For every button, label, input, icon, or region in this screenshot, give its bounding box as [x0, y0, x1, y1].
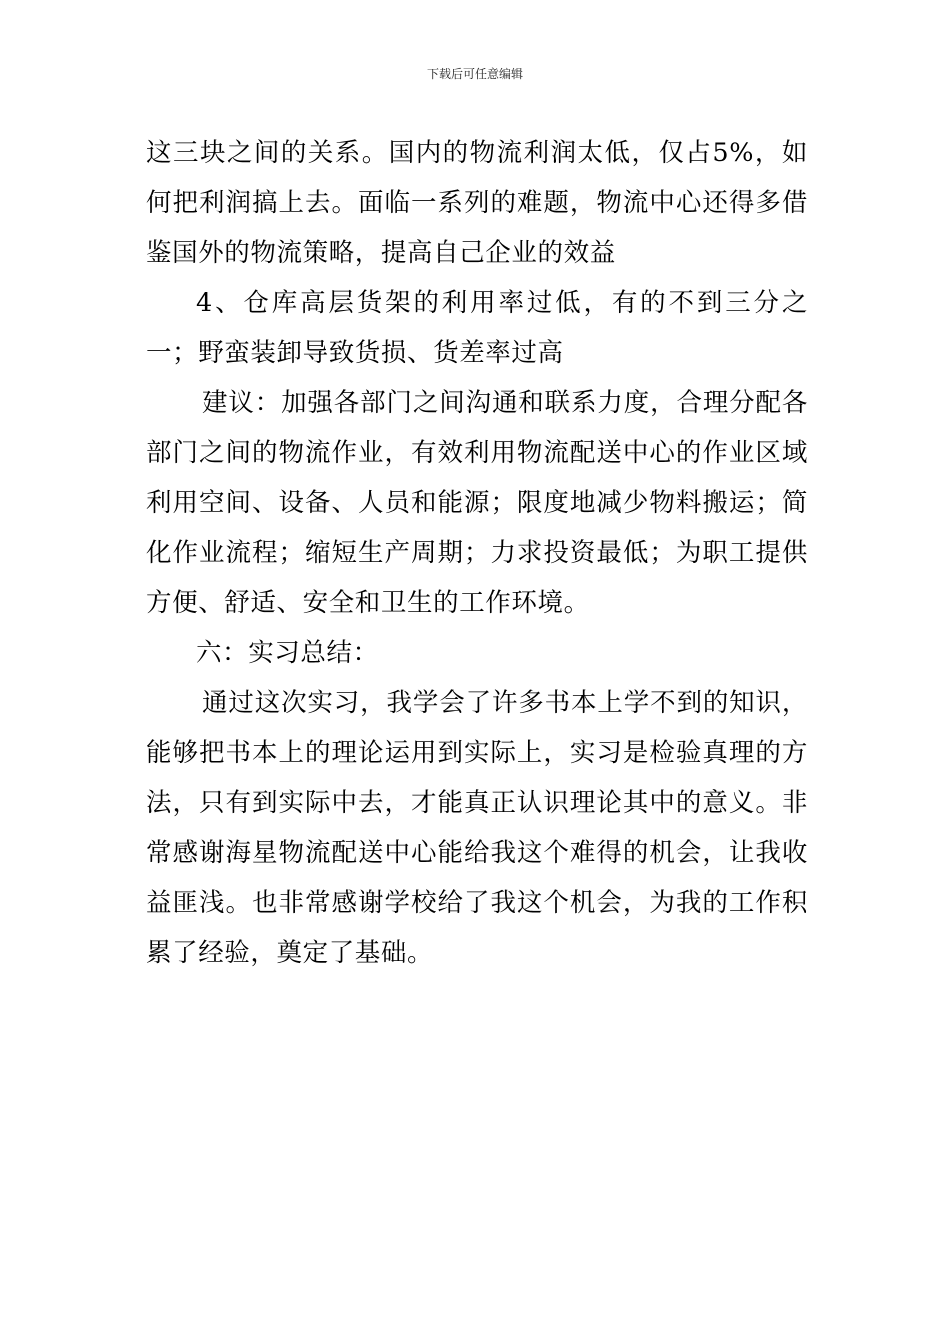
section-heading-summary: 六：实习总结：: [196, 638, 379, 668]
document-body: [146, 128, 808, 978]
paragraph-suggestion: 建议：加强各部门之间沟通和联系力度，合理分配各部门之间的物流作业，有效利用物流配送中心的作业区域利用空间、设备、人员和能源；限度地减少物料搬运；简化作业流程；缩短生产周期；力求投资最低；为职工提供方便、舒适、安全和卫生的工作环境。: [146, 388, 808, 618]
paragraph-summary: 通过这次实习，我学会了许多书本上学不到的知识，能够把书本上的理论运用到实际上，实习是检验真理的方法，只有到实际中去，才能真正认识理论其中的意义。非常感谢海星物流配送中心能给我这个难得的机会，让我收益匪浅。也非常感谢学校给了我这个机会，为我的工作积累了经验，奠定了基础。: [146, 688, 808, 968]
page-header-note: 下载后可任意编辑: [426, 67, 523, 81]
paragraph-item-4: 4、仓库高层货架的利用率过低，有的不到三分之一；野蛮装卸导致货损、货差率过高: [146, 288, 808, 368]
paragraph-continuation: 这三块之间的关系。国内的物流利润太低，仅占5%，如何把利润搞上去。面临一系列的难题，物流中心还得多借鉴国外的物流策略，提高自己企业的效益: [146, 138, 808, 268]
